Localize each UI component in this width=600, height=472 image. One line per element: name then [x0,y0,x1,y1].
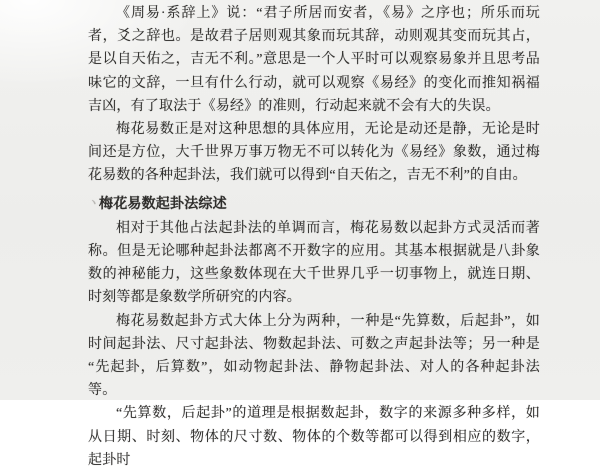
section-heading-text: 梅花易数起卦法综述 [99,196,227,212]
paragraph: 梅花易数起卦方式大体上分为两种，一种是“先算数，后起卦”，如时间起卦法、尺寸起卦法、物数起卦法、可数之声起卦法等；另一种是“先起卦，后算数”，如动物起卦法、静物起卦法、对人的各种起卦法等。 [88,313,540,399]
heading-ornament-icon: ヽ [88,196,100,209]
text-column [88,2,540,472]
paragraph: “先算数，后起卦”的道理是根据数起卦，数字的来源多种多样，如从日期、时刻、物体的尺寸数、物体的个数等都可以得到相应的数字，起卦时 [88,406,540,468]
paragraph: 《周易·系辞上》说：“君子所居而安者，《易》之序也；所乐而玩者，爻之辞也。是故君子居则观其象而玩其辞，动则观其变而玩其占，是以自天佑之，吉无不利。”意思是一个人平时可以观察易象并且思考品味它的文辞，一旦有什么行动，就可以观察《易经》的变化而推知祸福吉凶，有了取法于《易经》的准则，行动起来就不会有大的失误。 [88,6,540,114]
section-heading [88,193,540,217]
paragraph: 梅花易数正是对这种思想的具体应用，无论是动还是静，无论是时间还是方位，大千世界万事万物无不可以转化为《易经》象数，通过梅花易数的各种起卦法，我们就可以得到“自天佑之，吉无不利”的自由。 [88,122,540,184]
paragraph: 相对于其他占法起卦法的单调而言，梅花易数以起卦方式灵活而著称。但是无论哪种起卦法都离不开数字的应用。其基本根据就是八卦象数的神秘能力，这些象数体现在大千世界几乎一切事物上，就连日期、时刻等都是象数学所研究的内容。 [88,220,540,306]
